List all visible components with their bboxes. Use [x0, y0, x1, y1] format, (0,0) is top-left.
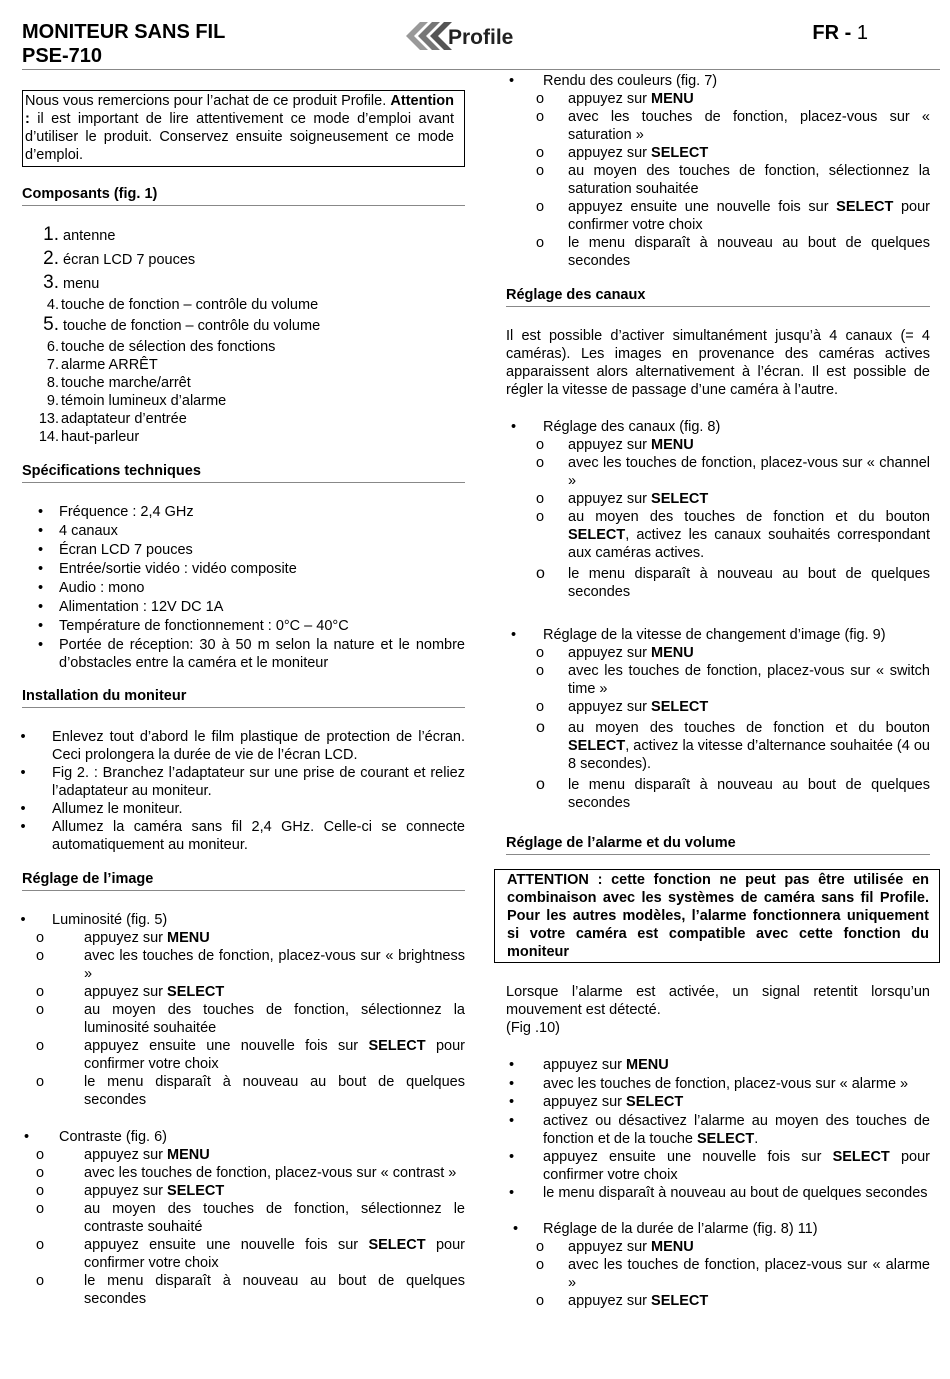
intro-line-2: il est important de lire attentivement ce mode d’emploi avant d’utiliser le produit. Conservez ensuite soigneusement ce mode d’emploi. — [25, 111, 454, 163]
document-title — [22, 20, 225, 68]
specs-heading: Spécifications techniques — [22, 463, 465, 483]
alarm-warning-box: ATTENTION : cette fonction ne peut pas être utilisée en combinaison avec les systèmes de caméra sans fil Profile. Pour les autres modèles, l’alarme fonctionnera uniquement si votre caméra est compatible avec cette fonction du moniteur — [494, 869, 940, 963]
page-lang: FR — [812, 22, 840, 44]
channels-paragraph: Il est possible d’activer simultanément jusqu’à 4 canaux (= 4 caméras). Les images en provenance des caméras actives apparaissent alors alternativement à l’écran. Il est possible de régler la vitesse de passage d’une caméra à l’autre. — [506, 328, 930, 398]
list-item: o appuyez sur SELECT — [36, 984, 225, 1000]
list-item: • Alimentation : 12V DC 1A — [37, 599, 224, 615]
list-item: • appuyez sur MENU — [509, 1057, 669, 1073]
list-item: o au moyen des touches de fonction, sélectionnez la saturation souhaitée — [536, 163, 930, 197]
image-heading: Réglage de l’image — [22, 871, 465, 891]
list-item: 9. témoin lumineux d’alarme — [46, 393, 227, 409]
list-item: • Entrée/sortie vidéo : vidéo composite — [37, 561, 297, 577]
channels-heading: Réglage des canaux — [506, 287, 930, 307]
list-item: o au moyen des touches de fonction et du bouton SELECT, activez la vitesse d’alternance souhaitée (4 ou 8 secondes). — [536, 719, 930, 772]
list-item: o le menu disparaît à nouveau au bout de quelques secondes — [536, 776, 930, 811]
list-item: o appuyez sur SELECT — [536, 1293, 709, 1309]
page-sep: - — [839, 22, 857, 44]
list-item: o appuyez sur MENU — [36, 930, 210, 946]
logo-text: Profile — [448, 26, 514, 49]
list-item: o le menu disparaît à nouveau au bout de quelques secondes — [36, 1273, 465, 1307]
title-line-2: PSE-710 — [22, 45, 103, 67]
profile-logo — [404, 12, 526, 60]
list-item: o avec les touches de fonction, placez-vous sur « switch time » — [536, 663, 930, 697]
list-item: • Allumez la caméra sans fil 2,4 GHz. Celle-ci se connecte automatiquement au moniteur. — [20, 819, 465, 853]
components-list — [22, 224, 465, 446]
list-item: o appuyez sur SELECT — [536, 699, 709, 715]
contrast-section — [22, 1128, 465, 1308]
list-item: • Contraste (fig. 6) — [23, 1129, 167, 1145]
list-item: o appuyez ensuite une nouvelle fois sur SELECT pour confirmer votre choix — [36, 1237, 465, 1271]
intro-line-1: Nous vous remercions pour l’achat de ce produit Profile. — [25, 93, 387, 109]
list-item: • Rendu des couleurs (fig. 7) — [509, 73, 718, 89]
page-number — [812, 22, 868, 45]
channel-section — [506, 418, 930, 601]
list-item: • Luminosité (fig. 5) — [20, 912, 168, 928]
list-item: • Fig 2. : Branchez l’adaptateur sur une prise de courant et reliez l’adaptateur au moniteur. — [20, 765, 465, 799]
list-item: • appuyez sur SELECT — [509, 1094, 684, 1110]
list-item: o appuyez sur MENU — [536, 645, 694, 661]
list-item: o appuyez ensuite une nouvelle fois sur SELECT pour confirmer votre choix — [36, 1038, 465, 1072]
left-column — [22, 74, 465, 1308]
list-item: o au moyen des touches de fonction, sélectionnez la luminosité souhaitée — [36, 1002, 465, 1036]
list-item: • avec les touches de fonction, placez-vous sur « alarme » — [509, 1076, 909, 1092]
list-item: • 4 canaux — [37, 523, 118, 539]
list-item: • Fréquence : 2,4 GHz — [37, 504, 194, 520]
title-line-1: MONITEUR SANS FIL — [22, 21, 226, 43]
color-section — [506, 72, 930, 270]
list-item: 8. touche marche/arrêt — [46, 375, 191, 391]
list-item: • Réglage de la durée de l’alarme (fig. 8) 11) — [513, 1221, 818, 1237]
list-item: o appuyez sur MENU — [536, 437, 694, 453]
list-item: • Écran LCD 7 pouces — [37, 542, 193, 558]
list-item: • Allumez le moniteur. — [20, 801, 183, 817]
list-item: o le menu disparaît à nouveau au bout de quelques secondes — [536, 235, 930, 269]
brightness-section — [22, 911, 465, 1109]
list-item: • Portée de réception: 30 à 50 m selon la nature et le nombre d’obstacles entre la caméra et le moniteur — [37, 637, 465, 671]
switch-section — [506, 626, 930, 812]
list-item: 2. écran LCD 7 pouces — [43, 248, 196, 269]
install-heading: Installation du moniteur — [22, 688, 465, 708]
alarm-list — [506, 1056, 930, 1202]
list-item: 14. haut-parleur — [38, 429, 140, 445]
list-item: • Audio : mono — [37, 580, 145, 596]
list-item: o le menu disparaît à nouveau au bout de quelques secondes — [536, 565, 930, 600]
list-item: o avec les touches de fonction, placez-vous sur « channel » — [536, 455, 930, 489]
list-item: 13. adaptateur d’entrée — [38, 411, 187, 427]
page-num: 1 — [856, 22, 868, 44]
list-item: o avec les touches de fonction, placez-vous sur « alarme » — [536, 1257, 930, 1291]
intro-box — [22, 90, 465, 167]
list-item: o appuyez sur SELECT — [536, 145, 709, 161]
list-item: 7. alarme ARRÊT — [46, 357, 158, 373]
list-item: o au moyen des touches de fonction et du bouton SELECT, activez les canaux souhaités correspondant aux caméras actives. — [536, 509, 930, 561]
list-item: 5. touche de fonction – contrôle du volume — [43, 314, 321, 335]
list-item: o appuyez sur MENU — [536, 1239, 694, 1255]
list-item: • activez ou désactivez l’alarme au moyen des touches de fonction et de la touche SELECT. — [509, 1113, 930, 1147]
specs-list — [22, 503, 465, 672]
list-item: o appuyez sur MENU — [536, 91, 694, 107]
list-item: • Enlevez tout d’abord le film plastique de protection de l’écran. Ceci prolongera la durée de vie de l’écran LCD. — [20, 729, 465, 763]
list-item: o appuyez sur SELECT — [536, 491, 709, 507]
list-item: o appuyez sur MENU — [36, 1147, 210, 1163]
list-item: 4. touche de fonction – contrôle du volume — [46, 297, 319, 313]
list-item: • appuyez ensuite une nouvelle fois sur SELECT pour confirmer votre choix — [509, 1149, 930, 1183]
list-item: • Réglage de la vitesse de changement d’image (fig. 9) — [511, 627, 886, 643]
alarm-paragraph: Lorsque l’alarme est activée, un signal retentit lorsqu’un mouvement est détecté. — [506, 984, 930, 1018]
list-item: o avec les touches de fonction, placez-vous sur « saturation » — [536, 109, 930, 143]
list-item: • le menu disparaît à nouveau au bout de quelques secondes — [509, 1185, 928, 1201]
list-item: o appuyez sur SELECT — [36, 1183, 225, 1199]
alarm-fig-ref: (Fig .10) — [506, 1020, 560, 1036]
list-item: 1. antenne — [43, 224, 116, 245]
intro-attention: Attention : — [25, 93, 455, 127]
list-item: • Température de fonctionnement : 0°C – 40°C — [37, 618, 349, 634]
list-item: o le menu disparaît à nouveau au bout de quelques secondes — [36, 1074, 465, 1108]
header-divider — [22, 69, 940, 70]
list-item: 6. touche de sélection des fonctions — [46, 339, 276, 355]
list-item: o au moyen des touches de fonction, sélectionnez le contraste souhaité — [36, 1201, 465, 1235]
list-item: • Réglage des canaux (fig. 8) — [511, 419, 721, 435]
install-list — [22, 728, 465, 854]
alarm-duration-section — [506, 1220, 930, 1310]
list-item: o appuyez ensuite une nouvelle fois sur SELECT pour confirmer votre choix — [536, 199, 930, 233]
alarm-heading: Réglage de l’alarme et du volume — [506, 835, 930, 855]
list-item: o avec les touches de fonction, placez-vous sur « contrast » — [36, 1165, 457, 1181]
right-column — [506, 72, 930, 1310]
components-heading: Composants (fig. 1) — [22, 186, 465, 206]
list-item: o avec les touches de fonction, placez-vous sur « brightness » — [36, 948, 465, 982]
list-item: 3. menu — [43, 272, 100, 293]
